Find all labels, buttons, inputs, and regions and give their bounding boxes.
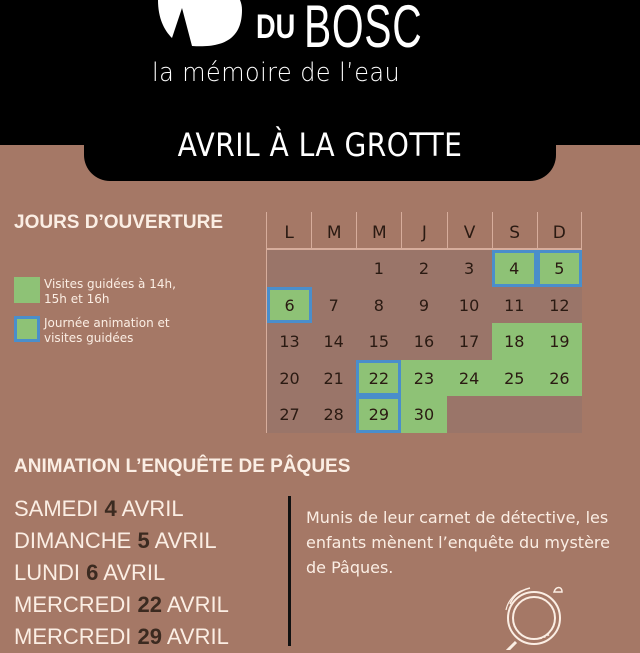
calendar-day-30: 30: [401, 396, 446, 433]
logo-text-bosc: BOSC: [304, 0, 423, 60]
calendar-day-21: 21: [323, 368, 344, 388]
calendar-day-22: 22: [356, 360, 401, 397]
calendar-day-26: 26: [537, 360, 582, 397]
calendar-day-14: 14: [323, 332, 344, 352]
calendar-day-4: 4: [492, 250, 537, 287]
calendar-day-7: 7: [328, 295, 339, 315]
calendar-day-12: 12: [549, 295, 570, 315]
calendar-day-23: 23: [401, 360, 446, 397]
calendar-day-19: 19: [537, 323, 582, 360]
calendar-day-3: 3: [464, 259, 475, 278]
date-month: AVRIL: [121, 496, 184, 521]
logo-tagline: la mémoire de l’eau: [152, 58, 401, 88]
calendar-day-5: 5: [537, 250, 582, 287]
animation-date-item: [14, 557, 229, 589]
calendar-day-9: 9: [418, 295, 430, 315]
animation-date-item: [14, 621, 229, 653]
calendar-day-15: 15: [368, 332, 389, 352]
calendar-day-10: 10: [458, 295, 480, 315]
weekday-monday: L: [266, 212, 311, 248]
calendar-weekday-header: [266, 212, 582, 250]
calendar-day-8: 8: [373, 295, 384, 315]
date-day: 4: [104, 496, 117, 521]
calendar-day-27: 27: [279, 405, 300, 425]
weekday-friday: V: [447, 212, 492, 248]
calendar-day-29: 29: [356, 396, 401, 433]
weekday-tuesday: M: [311, 212, 356, 248]
legend-swatch-green-blue-border: [14, 316, 40, 342]
calendar-day-24: 24: [447, 360, 492, 397]
april-calendar: [266, 212, 582, 433]
calendar-day-17: 17: [458, 332, 480, 352]
date-month: AVRIL: [103, 560, 166, 585]
calendar-day-25: 25: [492, 360, 537, 397]
animation-dates-list: [14, 493, 229, 653]
legend-label-line: Journée animation et: [44, 316, 170, 330]
date-month: AVRIL: [166, 592, 229, 617]
animation-date-item: [14, 525, 229, 557]
date-month: AVRIL: [166, 624, 229, 649]
date-day: 5: [137, 528, 150, 553]
calendar-day-28: 28: [323, 405, 344, 425]
calendar-day-20: 20: [279, 368, 300, 388]
weekday-wednesday: M: [356, 212, 401, 248]
animation-date-item: [14, 589, 229, 621]
logo-drop-icon: [152, 0, 248, 56]
animation-date-item: [14, 493, 229, 525]
calendar-day-6: 6: [267, 287, 312, 324]
calendar-days-grid: [266, 250, 582, 433]
weekday-thursday: J: [401, 212, 446, 248]
calendar-day-13: 13: [279, 332, 300, 352]
legend-animation-day: [14, 316, 170, 346]
date-weekday: LUNDI: [14, 560, 81, 585]
legend-guided-visits: [14, 277, 176, 307]
date-weekday: MERCREDI: [14, 592, 132, 617]
calendar-day-11: 11: [504, 295, 525, 315]
legend-label-line: Visites guidées à 14h,: [44, 277, 176, 291]
weekday-sunday: D: [537, 212, 582, 248]
calendar-day-2: 2: [418, 259, 430, 278]
animation-title: ANIMATION L’ENQUÊTE DE PÂQUES: [14, 456, 351, 477]
animation-description: Munis de leur carnet de détective, les enfants mènent l’enquête du mystère de Pâques.: [306, 508, 610, 577]
calendar-day-1: 1: [373, 259, 384, 278]
date-day: 6: [86, 560, 99, 585]
date-day: 22: [137, 592, 162, 617]
date-weekday: SAMEDI: [14, 496, 99, 521]
logo-text-du: DU: [256, 8, 296, 46]
date-month: AVRIL: [154, 528, 217, 553]
date-weekday: DIMANCHE: [14, 528, 132, 553]
page-title: AVRIL À LA GROTTE: [177, 126, 463, 164]
legend-label-line: 15h et 16h: [44, 292, 110, 306]
weekday-saturday: S: [492, 212, 537, 248]
vertical-divider: [288, 496, 291, 646]
date-weekday: MERCREDI: [14, 624, 132, 649]
calendar-day-18: 18: [492, 323, 537, 360]
opening-days-title: JOURS D’OUVERTURE: [14, 212, 224, 233]
legend-label-line: visites guidées: [44, 331, 134, 345]
legend-swatch-green: [14, 277, 40, 303]
calendar-day-16: 16: [413, 332, 435, 352]
date-day: 29: [137, 624, 162, 649]
